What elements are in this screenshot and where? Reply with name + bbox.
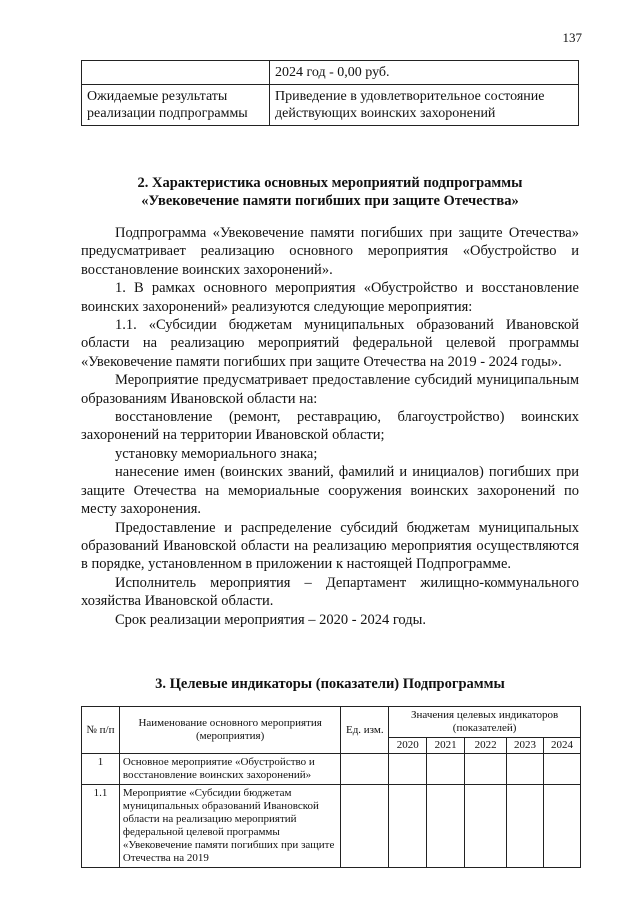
table-row bbox=[82, 85, 579, 126]
title-line: «Увековечение памяти погибших при защите Отечества» bbox=[141, 193, 519, 209]
row-value bbox=[507, 754, 544, 785]
header-year: 2020 bbox=[389, 738, 427, 754]
paragraph: Исполнитель мероприятия – Департамент жилищно-коммунального хозяйства Ивановской области. bbox=[81, 574, 579, 610]
row-value bbox=[465, 785, 507, 868]
paragraph: установку мемориального знака; bbox=[115, 445, 318, 462]
row-value bbox=[543, 785, 580, 868]
paragraph: Предоставление и распределение субсидий бюджетам муниципальных образований Ивановской области на реализацию мероприятия осуществляются в порядке, установленном в приложении к настоящей Подпрограмме. bbox=[81, 519, 579, 573]
page-number: 137 bbox=[562, 30, 582, 45]
header-year: 2023 bbox=[507, 738, 544, 754]
row-value bbox=[465, 754, 507, 785]
row-unit bbox=[341, 785, 389, 868]
table-header-row bbox=[82, 707, 581, 738]
row-value bbox=[427, 785, 465, 868]
row-value bbox=[427, 754, 465, 785]
paragraph: 1.1. «Субсидии бюджетам муниципальных образований Ивановской области на реализацию мероприятий федеральной целевой программы «Увековечение памяти погибших при защите Отечества на 2019 - 2024 годы». bbox=[81, 317, 579, 370]
row-unit bbox=[341, 754, 389, 785]
paragraph: Мероприятие предусматривает предоставление субсидий муниципальным образованиям Ивановской области на: bbox=[81, 372, 579, 407]
header-year: 2021 bbox=[427, 738, 465, 754]
header-year: 2024 bbox=[543, 738, 580, 754]
row-value bbox=[389, 785, 427, 868]
row-num: 1.1 bbox=[82, 785, 120, 868]
title-line: 2. Характеристика основных мероприятий подпрограммы bbox=[137, 175, 523, 191]
section-2-body bbox=[81, 224, 579, 629]
row-name: Мероприятие «Субсидии бюджетам муниципальных образований Ивановской области на реализацию мероприятий федеральной целевой программы «Увековечение памяти погибших при защите Отечества на 2019 bbox=[119, 785, 340, 868]
paragraph: Срок реализации мероприятия – 2020 - 2024 годы. bbox=[115, 611, 427, 628]
section-2-title bbox=[81, 174, 579, 210]
row-num: 1 bbox=[82, 754, 120, 785]
row-name: Основное мероприятие «Обустройство и восстановление воинских захоронений» bbox=[119, 754, 340, 785]
table-cell: Приведение в удовлетворительное состояние действующих воинских захоронений bbox=[270, 85, 579, 126]
paragraph: Подпрограмма «Увековечение памяти погибших при защите Отечества» предусматривает реализацию основного мероприятия «Обустройство и восстановление воинских захоронений». bbox=[81, 225, 579, 278]
header-unit: Ед. изм. bbox=[341, 707, 389, 754]
header-values: Значения целевых индикаторов (показателей) bbox=[389, 707, 581, 738]
table-row bbox=[82, 61, 579, 85]
header-year: 2022 bbox=[465, 738, 507, 754]
table-row bbox=[82, 785, 581, 868]
row-value bbox=[507, 785, 544, 868]
table-row bbox=[82, 754, 581, 785]
section-3-title: 3. Целевые индикаторы (показатели) Подпрограммы bbox=[155, 676, 505, 692]
row-value bbox=[543, 754, 580, 785]
table-cell: 2024 год - 0,00 руб. bbox=[270, 61, 579, 85]
row-value bbox=[389, 754, 427, 785]
table-cell bbox=[82, 61, 270, 85]
header-num: № п/п bbox=[82, 707, 120, 754]
paragraph: восстановление (ремонт, реставрацию, благоустройство) воинских захоронений на территории Ивановской области; bbox=[81, 409, 579, 444]
paragraph: нанесение имен (воинских званий, фамилий и инициалов) погибших при защите Отечества на мемориальные сооружения воинских захоронений по месту захоронения. bbox=[81, 464, 579, 518]
indicators-table bbox=[81, 706, 581, 868]
paragraph: 1. В рамках основного мероприятия «Обустройство и восстановление воинских захоронений» реализуются следующие мероприятия: bbox=[81, 280, 579, 315]
table-cell: Ожидаемые результаты реализации подпрограммы bbox=[82, 85, 270, 126]
header-name: Наименование основного мероприятия (мероприятия) bbox=[119, 707, 340, 754]
funding-table bbox=[81, 60, 579, 126]
